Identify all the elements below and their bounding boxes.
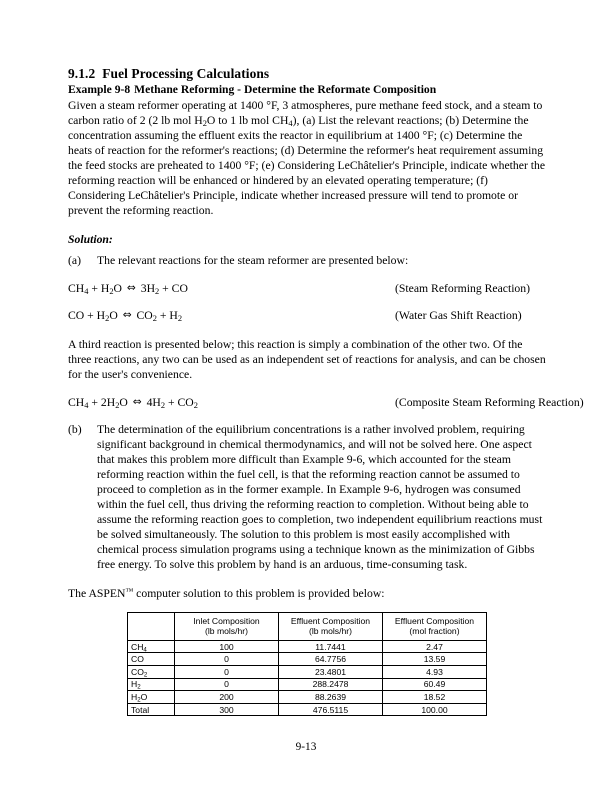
aspen-intro: The ASPEN™ computer solution to this problem is provided below:: [68, 586, 385, 600]
equilibrium-arrow-icon: ⇔: [132, 396, 142, 409]
example-heading: [68, 83, 546, 97]
reaction-formula: CO + $H_2O$ ⇔ $CO_2 + H_2$: [68, 308, 183, 323]
part-b: [68, 422, 546, 572]
third-reaction-note: A third reaction is presented below; this reaction is simply a combination of the other two. Of the three reactions, any two can be used as an independent set of reactions for analysis, and can be chosen for the user's convenience.: [68, 337, 546, 381]
equilibrium-arrow-icon: ⇔: [126, 282, 136, 295]
cell-value: 0: [175, 653, 279, 666]
row-label-co2: $CO_2$: [128, 666, 175, 679]
table-corner-cell: [128, 612, 175, 640]
reaction-label: (Steam Reforming Reaction): [395, 281, 531, 295]
header-line-2: (lb mols/hr): [309, 626, 352, 637]
solution-label: Solution:: [68, 232, 113, 246]
reaction-formula: $CH_4 + 2H_2O$ ⇔ $4H_2 + CO_2$: [68, 395, 198, 410]
table-header-row: [128, 612, 487, 640]
part-a: [68, 253, 546, 268]
page-number: 9-13: [295, 741, 317, 753]
cell-value: 18.52: [383, 691, 487, 704]
part-b-marker: (b): [68, 422, 82, 436]
cell-value: 0: [175, 678, 279, 691]
table-row: [128, 703, 487, 716]
cell-value: 200: [175, 691, 279, 704]
reaction-water-gas-shift: [68, 308, 546, 323]
reaction-composite: [68, 395, 584, 410]
column-header-effluent-composition-molar-flow: [279, 612, 383, 640]
aspen-results-table: [127, 612, 487, 717]
header-line-1: Effluent Composition: [290, 616, 371, 627]
row-label-ch4: $CH_4$: [128, 640, 175, 653]
problem-statement: Given a steam reformer operating at 1400 °F, 3 atmospheres, pure methane feed stock, and a steam to carbon ratio of 2 (2 lb mol $H_2O$ to 1 lb mol $CH_4$), (a) List the relevant reactions; (b) Determine the concentration assuming the effluent exits the reactor in equilibrium at 1400 °F; (c) Determine the heats of reaction for the reformer's reactions; (d) Determine the reformer's heat requirement assuming the feed stocks are preheated to 1400 °F; (e) Considering LeChâtelier's Principle, indicate whether the reforming reaction will be enhanced or hindered by an elevated operating temperature; (f) Considering LeChâtelier's Principle, indicate whether increased pressure will tend to promote or prevent the reforming reaction.: [68, 98, 546, 217]
reaction-label: (Water Gas Shift Reaction): [395, 308, 522, 322]
cell-value: 11.7441: [279, 640, 383, 653]
row-label-h2: $H_2$: [128, 678, 175, 691]
part-a-marker: (a): [68, 253, 81, 267]
cell-value: 13.59: [383, 653, 487, 666]
header-line-1: Inlet Composition: [193, 616, 260, 627]
table-row: [128, 653, 487, 666]
part-a-text: The relevant reactions for the steam reformer are presented below:: [97, 253, 409, 267]
table-row: [128, 666, 487, 679]
column-header-inlet-composition: [175, 612, 279, 640]
header-line-2: (mol fraction): [409, 626, 460, 637]
part-b-text: The determination of the equilibrium concentrations is a rather involved problem, requiring significant background in chemical thermodynamics, and will not be solved here. One aspect that makes this problem more difficult than Example 9-6, which accounted for the steam reforming reaction within the fuel cell, is that the reforming reaction cannot be assumed to proceed to completion as in the former example. In Example 9-6, hydrogen was consumed within the fuel cell, thus driving the reforming reaction to completion. Without being able to assume the reforming reaction goes to completion, two independent equilibrium reactions must be solved simultaneously. The solution to this problem is most easily accomplished with chemical process simulation programs using a technique known as the minimization of Gibbs free energy. To solve this problem by hand is an arduous, time-consuming task.: [97, 422, 543, 571]
reaction-steam-reforming: [68, 281, 546, 296]
cell-value: 23.4801: [279, 666, 383, 679]
cell-value: 100.00: [383, 703, 487, 716]
example-number: Example 9-8: [68, 83, 131, 97]
row-label-co: CO: [128, 653, 175, 666]
row-label-h2o: $H_2O$: [128, 691, 175, 704]
table-row: [128, 640, 487, 653]
cell-value: 2.47: [383, 640, 487, 653]
example-title: Methane Reforming - Determine the Reformate Composition: [134, 83, 437, 97]
cell-value: 4.93: [383, 666, 487, 679]
table-row: [128, 691, 487, 704]
table-row: [128, 678, 487, 691]
page-content: [68, 66, 584, 716]
section-heading: [68, 66, 546, 82]
header-line-2: (lb mols/hr): [205, 626, 248, 637]
column-header-effluent-composition-mol-fraction: [383, 612, 487, 640]
reaction-formula: $CH_4 + H_2O$ ⇔ $3H_2$ + CO: [68, 281, 188, 296]
cell-value: 288.2478: [279, 678, 383, 691]
equilibrium-arrow-icon: ⇔: [122, 309, 132, 322]
section-number: 9.1.2: [68, 66, 96, 81]
cell-value: 64.7756: [279, 653, 383, 666]
cell-value: 100: [175, 640, 279, 653]
reaction-label: (Composite Steam Reforming Reaction): [395, 395, 584, 409]
header-line-1: Effluent Composition: [394, 616, 475, 627]
cell-value: 300: [175, 703, 279, 716]
cell-value: 476.5115: [279, 703, 383, 716]
cell-value: 88.2639: [279, 691, 383, 704]
section-title: Fuel Processing Calculations: [102, 66, 270, 81]
page-footer: [0, 741, 612, 753]
cell-value: 60.49: [383, 678, 487, 691]
cell-value: 0: [175, 666, 279, 679]
row-label-total: Total: [128, 703, 175, 716]
aspen-table-container: [68, 612, 546, 717]
